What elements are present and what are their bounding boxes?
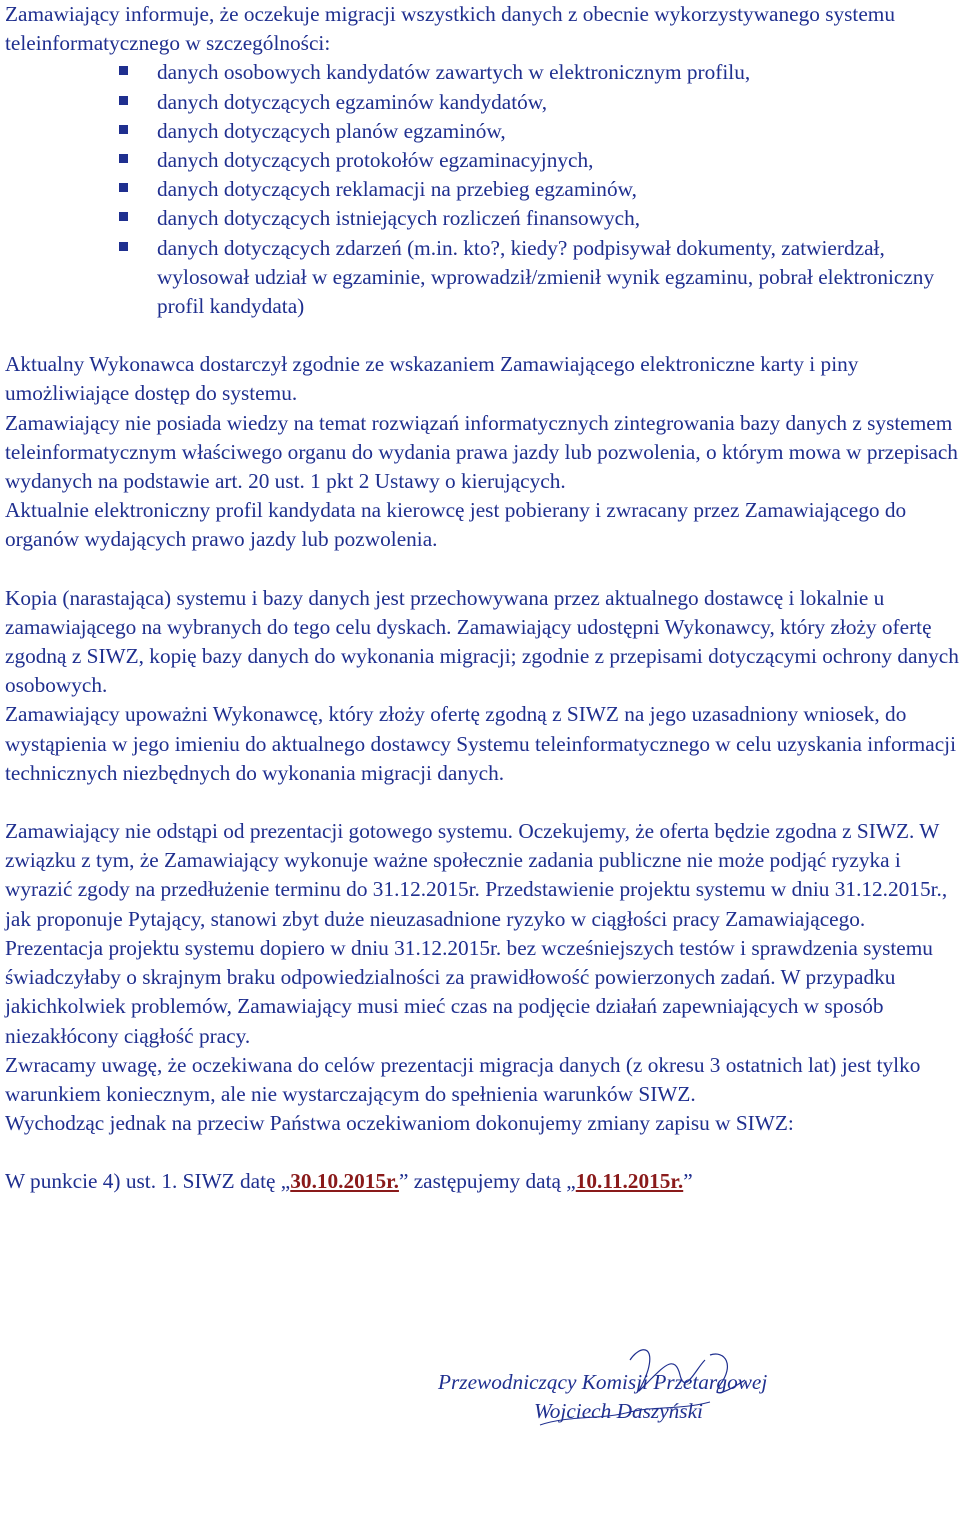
signature-title: Przewodniczący Komisji Przetargowej [438, 1370, 768, 1394]
list-item-text: danych dotyczących istniejących rozliczeń finansowych, [157, 206, 641, 231]
square-bullet-icon [119, 154, 128, 163]
document-body [5, 0, 960, 1197]
square-bullet-icon [119, 242, 128, 251]
list-item-text: danych dotyczących planów egzaminów, [157, 118, 506, 143]
spacer [5, 321, 960, 350]
list-item [157, 204, 960, 233]
square-bullet-icon [119, 96, 128, 105]
list-item-text: danych osobowych kandydatów zawartych w elektronicznym profilu, [157, 60, 751, 85]
list-item [157, 175, 960, 204]
change-prefix: W punkcie 4) ust. 1. SIWZ datę „ [5, 1169, 291, 1194]
date-change-statement [5, 1167, 960, 1196]
change-middle: ” zastępujemy datą „ [398, 1169, 576, 1194]
spacer [5, 555, 960, 584]
list-item-text: danych dotyczących egzaminów kandydatów, [157, 89, 548, 114]
change-suffix: ” [683, 1169, 693, 1194]
old-date: 30.10.2015r. [290, 1169, 399, 1194]
list-item [157, 146, 960, 175]
paragraph-presentation: Zamawiający nie odstąpi od prezentacji gotowego systemu. Oczekujemy, że oferta będzie zgodna z SIWZ. W związku z tym, że Zamawiający wykonuje ważne społecznie zadania publiczne nie może podjąć ryzyka i wyrazić zgody na przedłużenie terminu do 31.12.2015r. Przedstawienie projektu systemu w dniu 31.12.2015r., jak proponuje Pytający, stanowi zbyt duże nieuzasadnione ryzyko w ciągłości pracy Zamawiającego. Prezentacja projektu systemu dopiero w dniu 31.12.2015r. bez wcześniejszych testów i sprawdzenia systemu świadczyłaby o skrajnym braku odpowiedzialności za prawidłowość powierzonych zadań. W przypadku jakichkolwiek problemów, Zamawiający musi mieć czas na podjęcie działań zapewniających w sposób niezakłócony ciągłość pracy. [5, 819, 948, 1048]
list-item-text: danych dotyczących zdarzeń (m.in. kto?, kiedy? podpisywał dokumenty, zatwierdzał, wylosował udział w egzaminie, wprowadził/zmienił wynik egzaminu, pobrał elektroniczny profil kandydata) [157, 235, 935, 319]
new-date: 10.11.2015r. [575, 1169, 684, 1194]
intro-paragraph: Zamawiający informuje, że oczekuje migracji wszystkich danych z obecnie wykorzystywanego systemu teleinformatycznego w szczególności: [5, 2, 896, 56]
paragraph-backup: Kopia (narastająca) systemu i bazy danych jest przechowywana przez aktualnego dostawcę i lokalnie u zamawiającego na wybranych do tego celu dyskach. Zamawiający udostępni Wykonawcy, który złoży ofertę zgodną z SIWZ, kopię bazy danych do wykonania migracji; zgodnie z przepisami dotyczącymi ochrony danych osobowych. [5, 585, 959, 698]
signature-block [438, 1368, 858, 1426]
square-bullet-icon [119, 183, 128, 192]
square-bullet-icon [119, 125, 128, 134]
signature-name: Wojciech Daszyński [534, 1399, 703, 1424]
spacer [5, 788, 960, 817]
paragraph-change-intro: Wychodząc jednak na przeciw Państwa oczekiwaniom dokonujemy zmiany zapisu w SIWZ: [5, 1111, 794, 1136]
data-migration-list [5, 58, 960, 321]
list-item [157, 88, 960, 117]
list-item-text: danych dotyczących reklamacji na przebieg egzaminów, [157, 177, 637, 202]
paragraph-profile: Aktualnie elektroniczny profil kandydata na kierowcę jest pobierany i zwracany przez Zamawiającego do organów wydających prawo jazdy lub pozwolenia. [5, 498, 907, 552]
square-bullet-icon [119, 212, 128, 221]
list-item [157, 58, 960, 87]
list-item [157, 117, 960, 146]
paragraph-authorization: Zamawiający upoważni Wykonawcę, który złoży ofertę zgodną z SIWZ na jego uzasadniony wniosek, do wystąpienia w jego imieniu do aktualnego dostawcy Systemu teleinformatycznego w celu uzyskania informacji technicznych niezbędnych do wykonania migracji danych. [5, 702, 956, 785]
list-item [157, 234, 960, 322]
list-item-text: danych dotyczących protokołów egzaminacyjnych, [157, 148, 594, 173]
paragraph-integration: Zamawiający nie posiada wiedzy na temat rozwiązań informatycznych zintegrowania bazy danych z systemem teleinformatycznym właściwego organu do wydania prawa jazdy lub pozwolenia, o którym mowa w przepisach wydanych na podstawie art. 20 ust. 1 pkt 2 Ustawy o kierujących. [5, 410, 958, 494]
paragraph-notice: Zwracamy uwagę, że oczekiwana do celów prezentacji migracja danych (z okresu 3 ostatnich lat) jest tylko warunkiem koniecznym, ale nie wystarczającym do spełnienia warunków SIWZ. [5, 1052, 921, 1106]
spacer [5, 1138, 960, 1167]
square-bullet-icon [119, 66, 128, 75]
paragraph-contractor-cards: Aktualny Wykonawca dostarczył zgodnie ze wskazaniem Zamawiającego elektroniczne karty i piny umożliwiające dostęp do systemu. [5, 352, 859, 406]
